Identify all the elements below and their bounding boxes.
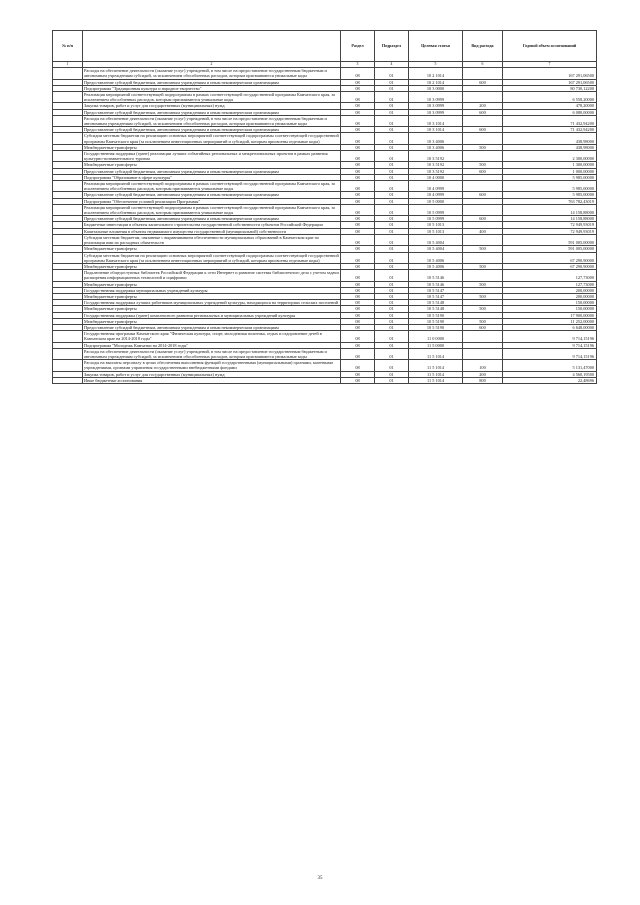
table-row: [53, 151, 597, 162]
row-amount-cell: 167 291,06500: [503, 79, 597, 85]
row-csr-cell: 10 5 0999: [409, 216, 463, 222]
row-podrazdel-cell: 01: [375, 234, 409, 245]
row-razdel-cell: 08: [341, 252, 375, 263]
col-number: 5: [409, 62, 463, 68]
row-podrazdel-cell: 01: [375, 127, 409, 133]
row-razdel-cell: 08: [341, 360, 375, 371]
row-csr-cell: 10 3 0000: [409, 85, 463, 91]
row-razdel-cell: 08: [341, 281, 375, 287]
row-name-cell: Межбюджетные трансферты: [83, 293, 341, 299]
row-vr-cell: 500: [463, 162, 503, 168]
col-number: 2: [83, 62, 341, 68]
header-csr: Целевая статья: [409, 31, 463, 62]
row-vr-cell: 500: [463, 306, 503, 312]
row-vr-cell: 600: [463, 79, 503, 85]
table-row: [53, 204, 597, 215]
table-row: [53, 252, 597, 263]
row-number-cell: [53, 234, 83, 245]
row-number-cell: [53, 181, 83, 192]
row-amount-cell: 200,00000: [503, 287, 597, 293]
row-amount-cell: 67 290,90000: [503, 252, 597, 263]
row-name-cell: Расходы на обеспечение деятельности (оказание услуг) учреждений, в том числе на предоставление государственным бюджетным и автономным учреждениям субсидий, за исключением обособленных расходов, которым присваиваются уникальные коды: [83, 68, 341, 79]
row-name-cell: Предоставление субсидий бюджетным, автономным учреждениям и иным некоммерческим организациям: [83, 168, 341, 174]
row-name-cell: Предоставление субсидий бюджетным, автономным учреждениям и иным некоммерческим организациям: [83, 109, 341, 115]
row-razdel-cell: 08: [341, 306, 375, 312]
row-csr-cell: 10 2 1014: [409, 68, 463, 79]
row-number-cell: [53, 348, 83, 359]
row-podrazdel-cell: 01: [375, 222, 409, 228]
row-vr-cell: 200: [463, 103, 503, 109]
row-razdel-cell: 08: [341, 144, 375, 150]
row-podrazdel-cell: 01: [375, 133, 409, 144]
row-name-cell: Реализация мероприятий соответствующей подпрограммы в рамках соответствующей государственной программы Камчатского края, за исключением обособленных расходов, которым присваиваются уникальные коды: [83, 181, 341, 192]
row-podrazdel-cell: 01: [375, 79, 409, 85]
row-podrazdel-cell: 01: [375, 204, 409, 215]
row-csr-cell: 10 5 5147: [409, 287, 463, 293]
row-podrazdel-cell: 01: [375, 151, 409, 162]
row-name-cell: Государственная поддержка (грант) реализации лучших событийных региональных и межрегиональных проектов в рамках развития культурно-познавательного туризма: [83, 151, 341, 162]
header-amount: Годовой объем ассигнований: [503, 31, 597, 62]
row-razdel-cell: 08: [341, 377, 375, 383]
row-vr-cell: 500: [463, 144, 503, 150]
row-name-cell: Подпрограмма "Обеспечение условий реализации Программы": [83, 198, 341, 204]
row-podrazdel-cell: 01: [375, 192, 409, 198]
row-number-cell: [53, 68, 83, 79]
document-page: [52, 30, 596, 384]
row-csr-cell: 10 3 4006: [409, 144, 463, 150]
row-name-cell: Иные бюджетные ассигнования: [83, 377, 341, 383]
row-vr-cell: [463, 252, 503, 263]
row-vr-cell: 500: [463, 318, 503, 324]
row-razdel-cell: 08: [341, 348, 375, 359]
row-name-cell: Субсидии местным бюджетам, связанные с выравниванием обеспеченности муниципальных образований в Камчатском крае по реализации ими их расходных обязательств: [83, 234, 341, 245]
row-razdel-cell: 08: [341, 234, 375, 245]
row-razdel-cell: 08: [341, 174, 375, 180]
row-name-cell: Межбюджетные трансферты: [83, 281, 341, 287]
row-vr-cell: [463, 204, 503, 215]
row-csr-cell: 10 3 1014: [409, 127, 463, 133]
row-name-cell: Подключение общедоступных библиотек Российской Федерации к сети Интернет и развитие системы библиотечного дела с учетом задачи расширения информационных технологий и оцифровки: [84, 270, 339, 281]
row-csr-cell: 10 2 1014: [409, 79, 463, 85]
row-name-cell: Реализация мероприятий соответствующей подпрограммы в рамках соответствующей государственной программы Камчатского края, за исключением обособленных расходов, которым присваиваются уникальные коды: [83, 204, 341, 215]
row-name-cell: Субсидии местным бюджетам на реализацию основных мероприятий соответствующей подпрограммы соответствующей государственной программы Камчатского края (за исключением инвестиционных мероприятий и субсидий, которым присвоены отдельные коды): [84, 252, 339, 263]
row-csr-cell: 10 3 0999: [409, 103, 463, 109]
row-number-cell: [53, 377, 83, 383]
table-row: [53, 234, 597, 245]
row-vr-cell: 500: [463, 281, 503, 287]
row-vr-cell: 400: [463, 228, 503, 234]
row-csr-cell: 10 3 5192: [409, 162, 463, 168]
row-razdel-cell: 08: [341, 162, 375, 168]
row-podrazdel-cell: 01: [375, 263, 409, 269]
row-razdel-cell: 08: [341, 133, 375, 144]
row-name-cell: Межбюджетные трансферты: [83, 306, 341, 312]
row-amount-cell: 200,00000: [503, 293, 597, 299]
table-row: [53, 133, 597, 144]
row-amount-cell: 22,48696: [503, 377, 597, 383]
row-name-cell: Межбюджетные трансферты: [83, 246, 341, 252]
row-razdel-cell: 08: [341, 263, 375, 269]
row-csr-cell: 10 5 5146: [409, 270, 463, 281]
row-name-cell: Расходы на обеспечение деятельности (оказание услуг) учреждений, в том числе на предоставление государственным бюджетным и автономным учреждениям субсидий, за исключением обособленных расходов, которым присваиваются уникальные коды: [83, 348, 341, 359]
row-vr-cell: [463, 234, 503, 245]
row-razdel-cell: 08: [341, 222, 375, 228]
row-csr-cell: 10 3 1014: [409, 115, 463, 126]
col-number: 3: [341, 62, 375, 68]
row-podrazdel-cell: 01: [375, 324, 409, 330]
row-csr-cell: 10 5 5146: [409, 281, 463, 287]
row-amount-cell: 150,00000: [503, 300, 597, 306]
row-name-cell: Субсидии местным бюджетам на реализацию основных мероприятий соответствующей подпрограммы соответствующей государственной программы Камчатского края (за исключением инвестиционных мероприятий и субсидий, которым присвоены отдельные коды): [84, 133, 339, 144]
row-name-cell: Предоставление субсидий бюджетным, автономным учреждениям и иным некоммерческим организациям: [83, 79, 341, 85]
row-podrazdel-cell: 01: [375, 360, 409, 371]
row-vr-cell: 500: [463, 293, 503, 299]
row-name-cell: Подпрограмма "Молодежь Камчатки на 2014-2018 годы": [83, 342, 341, 348]
row-vr-cell: 800: [463, 377, 503, 383]
row-amount-cell: 167 291,06500: [503, 68, 597, 79]
row-podrazdel-cell: 01: [375, 174, 409, 180]
row-amount-cell: 71 432,94200: [503, 127, 597, 133]
row-number-cell: [53, 331, 83, 342]
row-razdel-cell: 08: [341, 168, 375, 174]
row-razdel-cell: 08: [341, 181, 375, 192]
row-razdel-cell: 08: [341, 293, 375, 299]
row-csr-cell: 10 5 1013: [409, 228, 463, 234]
row-amount-cell: 17 900,00000: [503, 312, 597, 318]
row-number-cell: [53, 360, 83, 371]
row-amount-cell: 478,20000: [503, 103, 597, 109]
row-csr-cell: 10 3 5192: [409, 168, 463, 174]
row-amount-cell: 1 000,00000: [503, 168, 597, 174]
header-podrazdel: Подраздел: [375, 31, 409, 62]
row-podrazdel-cell: 01: [375, 300, 409, 306]
header-name: [83, 31, 341, 62]
row-razdel-cell: 08: [341, 79, 375, 85]
row-vr-cell: [463, 181, 503, 192]
row-csr-cell: 11 5 1014: [409, 377, 463, 383]
table-row: [53, 348, 597, 359]
table-row: [53, 331, 597, 342]
row-razdel-cell: 08: [341, 85, 375, 91]
row-name-cell: Межбюджетные трансферты: [83, 162, 341, 168]
row-vr-cell: [463, 151, 503, 162]
row-number-cell: [53, 151, 83, 162]
row-podrazdel-cell: 01: [375, 216, 409, 222]
row-razdel-cell: 08: [341, 204, 375, 215]
row-amount-cell: 127,73000: [503, 281, 597, 287]
row-csr-cell: 11 5 1014: [409, 348, 463, 359]
row-vr-cell: [463, 331, 503, 342]
row-amount-cell: 72 949,93019: [503, 228, 597, 234]
row-amount-cell: 5 985,00000: [503, 174, 597, 180]
row-amount-cell: 11 252,00000: [503, 318, 597, 324]
row-name-cell: Бюджетные инвестиции в объекты капитального строительства государственной собственности субъектов Российской Федерации: [83, 222, 341, 228]
row-podrazdel-cell: 01: [375, 181, 409, 192]
row-amount-cell: 80 730,12200: [503, 85, 597, 91]
row-amount-cell: 438,98000: [503, 133, 597, 144]
row-name-cell: Государственная программа Камчатского края "Физическая культура, спорт, молодежная политика, отдых и оздоровление детей в Камчатском крае на 2014-2018 годы": [83, 331, 341, 342]
row-number-cell: [53, 204, 83, 215]
row-csr-cell: 11 5 0000: [409, 342, 463, 348]
row-vr-cell: [463, 270, 503, 281]
header-num: № п/п: [53, 31, 83, 62]
row-podrazdel-cell: 01: [375, 92, 409, 103]
row-amount-cell: 14 158,88000: [503, 204, 597, 215]
row-razdel-cell: 08: [341, 109, 375, 115]
row-podrazdel-cell: 01: [375, 342, 409, 348]
row-vr-cell: 500: [463, 246, 503, 252]
row-name-cell: Закупка товаров, работ и услуг для государственных (муниципальных) нужд: [83, 103, 341, 109]
row-podrazdel-cell: 01: [375, 85, 409, 91]
row-vr-cell: 600: [463, 168, 503, 174]
row-podrazdel-cell: 01: [375, 228, 409, 234]
row-vr-cell: [463, 115, 503, 126]
row-podrazdel-cell: 01: [375, 371, 409, 377]
row-csr-cell: 10 4 0999: [409, 181, 463, 192]
row-csr-cell: 10 5 5148: [409, 306, 463, 312]
row-amount-cell: 438,98000: [503, 144, 597, 150]
row-name-cell: Межбюджетные трансферты: [83, 263, 341, 269]
header-vr: Вид расхода: [463, 31, 503, 62]
row-amount-cell: 5 131,47000: [503, 360, 597, 371]
row-name-cell: Предоставление субсидий бюджетным, автономным учреждениям и иным некоммерческим организациям: [83, 192, 341, 198]
row-csr-cell: 10 4 0999: [409, 192, 463, 198]
row-amount-cell: 9 714,15196: [503, 331, 597, 342]
table-row: [53, 377, 597, 383]
row-amount-cell: 127,73000: [503, 270, 597, 281]
budget-table: [52, 30, 597, 384]
row-vr-cell: 600: [463, 216, 503, 222]
row-podrazdel-cell: 01: [375, 103, 409, 109]
row-razdel-cell: 08: [341, 331, 375, 342]
row-razdel-cell: 08: [341, 92, 375, 103]
row-csr-cell: 10 3 4006: [409, 133, 463, 144]
row-podrazdel-cell: 01: [375, 270, 409, 281]
row-amount-cell: 72 949,93019: [503, 222, 597, 228]
row-csr-cell: 10 5 5148: [409, 300, 463, 306]
row-vr-cell: 200: [463, 371, 503, 377]
row-podrazdel-cell: 01: [375, 377, 409, 383]
row-csr-cell: 10 5 5190: [409, 324, 463, 330]
row-csr-cell: 10 5 4004: [409, 246, 463, 252]
row-amount-cell: 5 985,00000: [503, 192, 597, 198]
table-header-row: [53, 31, 597, 62]
row-csr-cell: 10 5 5190: [409, 312, 463, 318]
row-csr-cell: 10 5 4004: [409, 234, 463, 245]
row-razdel-cell: 08: [341, 115, 375, 126]
row-podrazdel-cell: 01: [375, 306, 409, 312]
row-podrazdel-cell: 01: [375, 68, 409, 79]
table-body: [53, 68, 597, 384]
row-name-cell: Государственная поддержка (грант) комплексного развития региональных и муниципальных учреждений культуры: [83, 312, 341, 318]
table-row: [53, 360, 597, 371]
row-razdel-cell: 08: [341, 287, 375, 293]
row-podrazdel-cell: 01: [375, 348, 409, 359]
row-podrazdel-cell: 01: [375, 281, 409, 287]
row-amount-cell: 5 985,00000: [503, 181, 597, 192]
row-name-cell: Государственная поддержка муниципальных учреждений культуры: [83, 287, 341, 293]
row-amount-cell: 6 648,00000: [503, 324, 597, 330]
col-number: 1: [53, 62, 83, 68]
row-amount-cell: 591 005,00000: [503, 246, 597, 252]
row-razdel-cell: 08: [341, 300, 375, 306]
table-row: [53, 92, 597, 103]
row-number-cell: [53, 115, 83, 126]
col-number: 7: [503, 62, 597, 68]
row-podrazdel-cell: 01: [375, 168, 409, 174]
row-razdel-cell: 08: [341, 270, 375, 281]
header-razdel: Раздел: [341, 31, 375, 62]
row-vr-cell: 600: [463, 109, 503, 115]
row-razdel-cell: 08: [341, 312, 375, 318]
row-amount-cell: 9 714,15196: [503, 342, 597, 348]
row-razdel-cell: 08: [341, 198, 375, 204]
row-amount-cell: 9 714,15196: [503, 348, 597, 359]
row-name-cell: Предоставление субсидий бюджетным, автономным учреждениям и иным некоммерческим организациям: [83, 324, 341, 330]
row-razdel-cell: 08: [341, 151, 375, 162]
row-podrazdel-cell: 01: [375, 246, 409, 252]
row-csr-cell: 11 5 1014: [409, 371, 463, 377]
row-number-cell: [53, 252, 83, 263]
row-name-cell: Государственная поддержка лучших работников муниципальных учреждений культуры, находящихся на территориях сельских поселений: [83, 300, 341, 306]
table-row: [53, 68, 597, 79]
row-razdel-cell: 08: [341, 192, 375, 198]
row-name-cell: Подпрограмма "Образование в сфере культуры": [83, 174, 341, 180]
row-csr-cell: 10 3 0999: [409, 109, 463, 115]
row-csr-cell: 10 3 0999: [409, 92, 463, 103]
row-razdel-cell: 08: [341, 342, 375, 348]
row-csr-cell: 10 5 5147: [409, 293, 463, 299]
row-name-cell: Подпрограмма "Традиционная культура и народное творчество": [83, 85, 341, 91]
row-vr-cell: [463, 348, 503, 359]
row-amount-cell: 591 005,00000: [503, 234, 597, 245]
row-vr-cell: [463, 133, 503, 144]
row-vr-cell: [463, 92, 503, 103]
row-podrazdel-cell: 01: [375, 287, 409, 293]
row-podrazdel-cell: 01: [375, 312, 409, 318]
row-csr-cell: 11 5 1014: [409, 360, 463, 371]
row-razdel-cell: 08: [341, 127, 375, 133]
row-vr-cell: 100: [463, 360, 503, 371]
row-csr-cell: 10 3 5192: [409, 151, 463, 162]
table-row: [53, 181, 597, 192]
row-csr-cell: 11 0 0000: [409, 331, 463, 342]
row-podrazdel-cell: 01: [375, 144, 409, 150]
col-number: 6: [463, 62, 503, 68]
row-amount-cell: 6 080,00000: [503, 109, 597, 115]
table-row: [53, 270, 597, 281]
row-amount-cell: 71 432,94200: [503, 115, 597, 126]
row-vr-cell: 500: [463, 263, 503, 269]
row-razdel-cell: 08: [341, 68, 375, 79]
row-name-cell: Закупка товаров, работ и услуг для государственных (муниципальных) нужд: [83, 371, 341, 377]
row-amount-cell: 4 560,19500: [503, 371, 597, 377]
row-vr-cell: [463, 68, 503, 79]
row-name-cell: Расходы на выплаты персоналу в целях обеспечения выполнения функций государственными (муниципальными) органами, казенными учреждениями, органами управления государственными внебюджетными фондами: [83, 360, 341, 371]
page-number: 35: [317, 876, 323, 881]
row-csr-cell: 10 5 0000: [409, 198, 463, 204]
row-podrazdel-cell: 01: [375, 252, 409, 263]
row-csr-cell: 10 5 0999: [409, 204, 463, 215]
row-name-cell: Межбюджетные трансферты: [83, 318, 341, 324]
row-amount-cell: 67 290,90000: [503, 263, 597, 269]
row-amount-cell: 763 782,43019: [503, 198, 597, 204]
row-podrazdel-cell: 01: [375, 162, 409, 168]
row-vr-cell: 600: [463, 127, 503, 133]
row-razdel-cell: 08: [341, 371, 375, 377]
row-podrazdel-cell: 01: [375, 318, 409, 324]
row-razdel-cell: 08: [341, 324, 375, 330]
row-name-cell: Межбюджетные трансферты: [83, 144, 341, 150]
row-name-cell: Предоставление субсидий бюджетным, автономным учреждениям и иным некоммерческим организациям: [83, 216, 341, 222]
row-amount-cell: 150,00000: [503, 306, 597, 312]
row-number-cell: [53, 92, 83, 103]
row-csr-cell: 10 4 0000: [409, 174, 463, 180]
row-razdel-cell: 08: [341, 103, 375, 109]
row-amount-cell: 14 158,88000: [503, 216, 597, 222]
row-vr-cell: 600: [463, 324, 503, 330]
row-podrazdel-cell: 01: [375, 331, 409, 342]
row-razdel-cell: 08: [341, 318, 375, 324]
row-name-cell: Реализация мероприятий соответствующей подпрограммы в рамках соответствующей государственной программы Камчатского края, за исключением обособленных расходов, которым присваиваются уникальные коды: [83, 92, 341, 103]
row-razdel-cell: 08: [341, 216, 375, 222]
row-csr-cell: 10 5 1013: [409, 222, 463, 228]
row-vr-cell: 600: [463, 192, 503, 198]
table-row: [53, 115, 597, 126]
row-podrazdel-cell: 01: [375, 293, 409, 299]
row-csr-cell: 10 5 4006: [409, 263, 463, 269]
row-number-cell: [53, 270, 83, 281]
row-amount-cell: 1 300,00000: [503, 162, 597, 168]
row-name-cell: Капитальные вложения в объекты недвижимого имущества государственной (муниципальной) собственности: [83, 228, 341, 234]
col-number: 4: [375, 62, 409, 68]
row-razdel-cell: 08: [341, 228, 375, 234]
row-name-cell: Предоставление субсидий бюджетным, автономным учреждениям и иным некоммерческим организациям: [83, 127, 341, 133]
row-podrazdel-cell: 01: [375, 115, 409, 126]
row-number-cell: [53, 133, 83, 144]
row-razdel-cell: 08: [341, 246, 375, 252]
row-podrazdel-cell: 01: [375, 198, 409, 204]
row-csr-cell: 10 5 5190: [409, 318, 463, 324]
row-name-cell: Расходы на обеспечение деятельности (оказание услуг) учреждений, в том числе на предоставление государственным бюджетным и автономным учреждениям субсидий, за исключением обособленных расходов, которым присваиваются уникальные коды: [83, 115, 341, 126]
row-podrazdel-cell: 01: [375, 109, 409, 115]
row-amount-cell: 6 558,20000: [503, 92, 597, 103]
row-amount-cell: 2 300,00000: [503, 151, 597, 162]
row-csr-cell: 10 5 4006: [409, 252, 463, 263]
